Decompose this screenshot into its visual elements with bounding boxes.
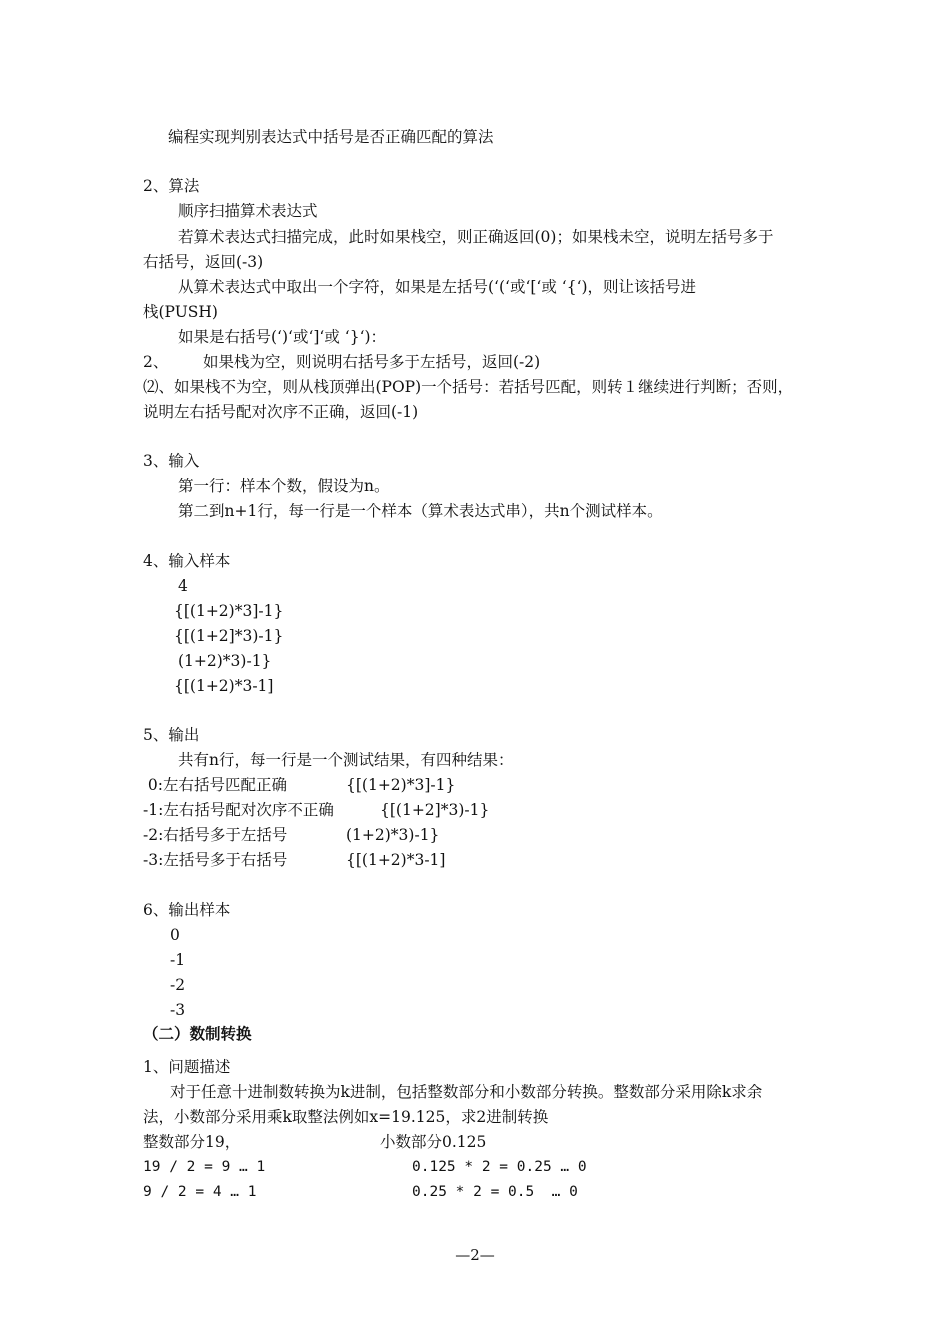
output-heading: 5、输出	[143, 726, 200, 744]
output-sample-line: 0	[170, 926, 180, 944]
algo-line-5-number: 2、	[143, 353, 169, 371]
output-sample-line: -3	[170, 1001, 186, 1019]
problem-line-1: 对于任意十进制数转换为k进制，包括整数部分和小数部分转换。整数部分采用除k求余	[170, 1083, 763, 1101]
algo-line-2a: 若算术表达式扫描完成，此时如果栈空，则正确返回(0)；如果栈未空，说明左括号多于	[178, 228, 774, 246]
algo-line-6a: ⑵、如果栈不为空，则从栈顶弹出(POP)一个括号：若括号匹配，则转１继续进行判断；否则，	[143, 378, 794, 396]
fraction-part-label: 小数部分0.125	[380, 1133, 487, 1151]
output-row-label: -1:左右括号配对次序不正确	[143, 801, 334, 819]
output-row-expr: (1+2)*3)-1}	[346, 826, 440, 844]
algo-line-1: 顺序扫描算术表达式	[178, 202, 318, 220]
output-sample-heading: 6、输出样本	[143, 901, 231, 919]
algo-heading: 2、算法	[143, 177, 200, 195]
section-title: （二）数制转换	[143, 1025, 252, 1043]
algo-line-3b: 栈(PUSH)	[143, 303, 218, 321]
output-row-label: -3:左括号多于右括号	[143, 851, 288, 869]
input-sample-heading: 4、输入样本	[143, 552, 231, 570]
integer-part-label: 整数部分19，	[143, 1133, 241, 1151]
integer-division-row: 19 / 2 = 9 … 1	[143, 1159, 266, 1175]
output-row-label: 0:左右括号匹配正确	[143, 776, 288, 794]
problem-heading: 1、问题描述	[143, 1058, 231, 1076]
input-heading: 3、输入	[143, 452, 200, 470]
page-number: —2—	[455, 1246, 495, 1264]
output-line-1: 共有n行，每一行是一个测试结果，有四种结果：	[178, 751, 514, 769]
output-row-expr: {[(1+2)*3-1]	[346, 851, 446, 869]
algo-line-3a: 从算术表达式中取出一个字符，如果是左括号(‘(‘或‘[‘或 ‘{‘)，则让该括号进	[178, 278, 697, 296]
input-line-1: 第一行：样本个数，假设为n。	[178, 477, 390, 495]
input-sample-line: {[(1+2]*3)-1}	[174, 627, 284, 645]
algo-line-2b: 右括号，返回(-3)	[143, 253, 264, 271]
input-line-2: 第二到n+1行，每一行是一个样本（算术表达式串），共n个测试样本。	[178, 502, 663, 520]
output-sample-line: -2	[170, 976, 186, 994]
integer-division-row: 9 / 2 = 4 … 1	[143, 1184, 257, 1200]
fraction-multiply-row: 0.125 * 2 = 0.25 … 0	[412, 1159, 587, 1175]
intro-line: 编程实现判别表达式中括号是否正确匹配的算法	[168, 128, 494, 146]
problem-line-2: 法，小数部分采用乘k取整法例如x=19.125，求2进制转换	[143, 1108, 549, 1126]
fraction-multiply-row: 0.25 * 2 = 0.5 … 0	[412, 1184, 578, 1200]
output-sample-line: -1	[170, 951, 186, 969]
input-sample-line: (1+2)*3)-1}	[178, 652, 272, 670]
output-row-expr: {[(1+2)*3]-1}	[346, 776, 456, 794]
algo-line-5-text: 如果栈为空，则说明右括号多于左括号，返回(-2)	[203, 353, 541, 371]
input-sample-line: {[(1+2)*3-1]	[174, 677, 274, 695]
algo-line-6b: 说明左右括号配对次序不正确，返回(-1)	[143, 403, 419, 421]
output-row-expr: {[(1+2]*3)-1}	[380, 801, 490, 819]
algo-line-4: 如果是右括号(‘)‘或‘]‘或 ‘}‘)：	[178, 328, 387, 346]
output-row-label: -2:右括号多于左括号	[143, 826, 288, 844]
input-sample-line: 4	[178, 577, 188, 595]
input-sample-line: {[(1+2)*3]-1}	[174, 602, 284, 620]
